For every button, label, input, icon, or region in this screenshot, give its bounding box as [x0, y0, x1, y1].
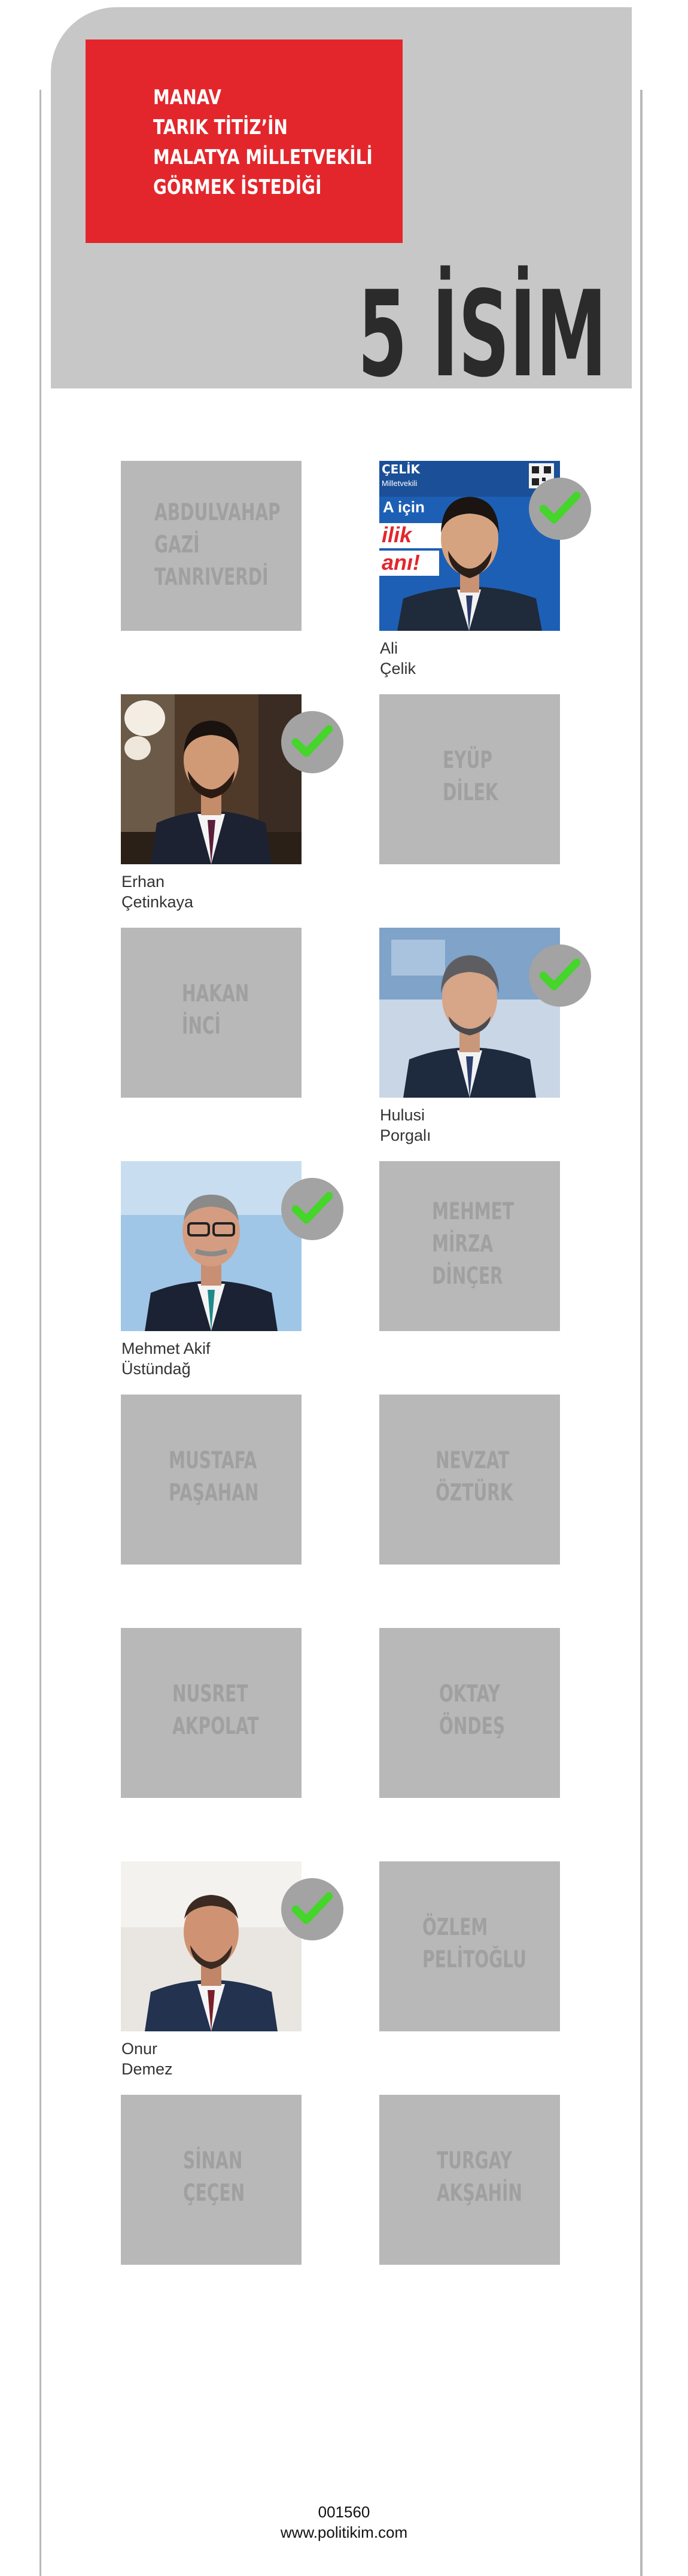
candidate-caption	[380, 638, 416, 679]
candidate-card-sinan-cecen	[121, 2095, 302, 2265]
portrait-image	[121, 694, 302, 864]
name-line: ÖNDEŞ	[439, 1713, 506, 1740]
name-line: MEHMET	[432, 1198, 514, 1225]
caption-last-name: Çetinkaya	[121, 893, 194, 911]
subtitle-line-4: GÖRMEK İSTEDİĞİ	[153, 175, 322, 199]
name-line: GAZİ	[154, 531, 200, 558]
name-line: TANRIVERDİ	[154, 564, 269, 591]
poster-text: A için	[383, 498, 425, 516]
candidate-card-hakan-inci	[121, 928, 302, 1098]
candidate-caption	[121, 1338, 211, 1379]
caption-first-name: Hulusi	[380, 1106, 425, 1124]
candidate-photo	[121, 1161, 302, 1331]
placeholder-box	[121, 928, 302, 1098]
candidate-card-onur-demez	[121, 1861, 302, 2078]
placeholder-box	[379, 2095, 560, 2265]
name-line: MUSTAFA	[169, 1447, 257, 1474]
name-line: DİLEK	[443, 779, 498, 806]
caption-last-name: Üstündağ	[121, 1360, 191, 1378]
caption-last-name: Porgalı	[380, 1126, 431, 1144]
poster-text: anı!	[382, 550, 421, 575]
placeholder-box	[379, 1861, 560, 2031]
caption-first-name: Ali	[380, 639, 398, 657]
name-line: MİRZA	[432, 1231, 494, 1257]
subtitle-line-2: TARIK TİTİZ’İN	[153, 116, 288, 139]
caption-last-name: Çelik	[380, 660, 416, 678]
candidate-card-mustafa-pasahan	[121, 1395, 302, 1565]
portrait-image	[121, 1161, 302, 1331]
name-line: AKPOLAT	[172, 1713, 259, 1740]
candidate-card-turgay-aksahin	[379, 2095, 560, 2265]
placeholder-box	[121, 461, 302, 631]
candidate-caption	[380, 1105, 431, 1146]
footer-site: www.politikim.com	[280, 2523, 408, 2541]
subtitle-box	[86, 40, 403, 243]
caption-first-name: Onur	[121, 2040, 158, 2058]
candidate-card-erhan-cetinkaya	[121, 694, 302, 911]
name-line: HAKAN	[182, 980, 249, 1007]
candidate-photo	[379, 928, 560, 1098]
placeholder-box	[121, 1628, 302, 1798]
candidate-card-abdulvahap	[121, 461, 302, 631]
candidate-card-nevzat-ozturk	[379, 1395, 560, 1565]
name-line: PELİTOĞLU	[422, 1946, 526, 1973]
candidate-card-mehmet-mirza-dincer	[379, 1161, 560, 1331]
placeholder-box	[379, 1628, 560, 1798]
check-icon	[281, 1878, 343, 1940]
candidate-photo	[379, 461, 560, 631]
candidate-caption	[121, 2039, 173, 2079]
candidate-card-ozlem-pelitoglu	[379, 1861, 560, 2031]
candidate-card-mehmet-akif-ustundag	[121, 1161, 302, 1378]
candidate-caption	[121, 871, 193, 912]
footer-code: 001560	[318, 2503, 370, 2521]
check-icon	[529, 944, 591, 1007]
placeholder-box	[121, 2095, 302, 2265]
name-line: ÇEÇEN	[183, 2180, 245, 2207]
name-line: ÖZLEM	[422, 1914, 488, 1941]
placeholder-box	[379, 1395, 560, 1565]
check-icon	[281, 1178, 343, 1240]
candidate-photo	[121, 694, 302, 864]
poster-text: ÇELİK	[382, 462, 421, 476]
portrait-image	[121, 1861, 302, 2031]
caption-first-name: Mehmet Akif	[121, 1339, 211, 1357]
placeholder-box	[379, 694, 560, 864]
check-icon	[529, 478, 591, 540]
check-icon	[281, 711, 343, 773]
poster-text: Milletvekili	[382, 479, 418, 488]
placeholder-box	[121, 1395, 302, 1565]
name-line: NUSRET	[172, 1681, 248, 1708]
name-line: NEVZAT	[436, 1447, 510, 1474]
name-line: TURGAY	[437, 2147, 513, 2174]
left-frame-line	[39, 90, 41, 2576]
candidate-card-ali-celik	[379, 461, 560, 678]
candidate-card-eyup-dilek	[379, 694, 560, 864]
caption-last-name: Demez	[121, 2060, 173, 2078]
candidate-card-nusret-akpolat	[121, 1628, 302, 1798]
candidate-card-oktay-ondes	[379, 1628, 560, 1798]
name-line: SİNAN	[183, 2147, 243, 2174]
page-title: 5 İSİM	[358, 265, 607, 403]
right-frame-line	[640, 90, 643, 2576]
subtitle-line-1: MANAV	[153, 86, 221, 110]
name-line: PAŞAHAN	[169, 1480, 259, 1506]
candidate-card-hulusi-porgali	[379, 928, 560, 1144]
name-line: OKTAY	[439, 1681, 500, 1708]
name-line: ÖZTÜRK	[436, 1480, 513, 1506]
portrait-image	[379, 928, 560, 1098]
candidate-photo	[121, 1861, 302, 2031]
name-line: ABDULVAHAP	[154, 499, 281, 526]
caption-first-name: Erhan	[121, 873, 165, 891]
placeholder-box	[379, 1161, 560, 1331]
name-line: İNCİ	[182, 1013, 221, 1040]
poster-text: ilik	[382, 523, 412, 547]
name-line: AKŞAHİN	[437, 2180, 522, 2207]
name-line: EYÜP	[443, 747, 492, 774]
subtitle-line-3: MALATYA MİLLETVEKİLİ	[153, 145, 373, 169]
name-line: DİNÇER	[432, 1263, 503, 1290]
